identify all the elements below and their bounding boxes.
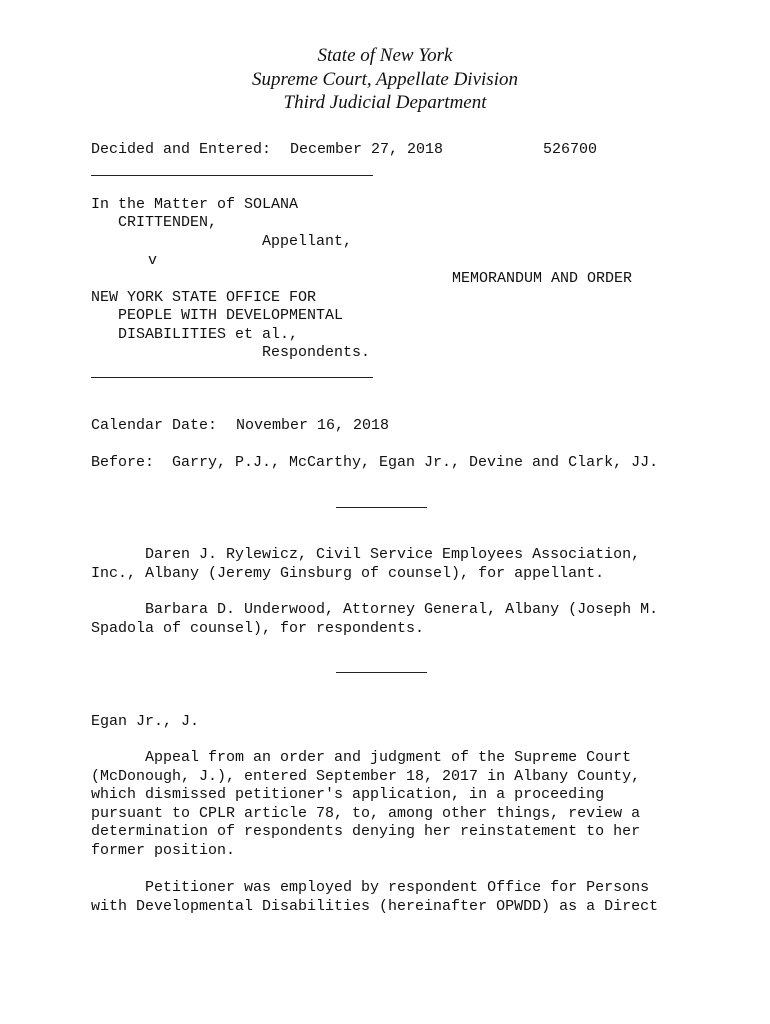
versus: v (148, 252, 158, 269)
calendar-date: November 16, 2018 (236, 417, 390, 434)
petitioner-name-line1: In the Matter of SOLANA (91, 196, 299, 213)
section-divider-1 (336, 507, 427, 508)
decided-label: Decided and Entered: (91, 141, 272, 158)
decided-date: December 27, 2018 (290, 141, 444, 158)
caption-top-rule (91, 175, 373, 176)
paragraph-line: (McDonough, J.), entered September 18, 2017 in Albany County, (91, 767, 641, 785)
court-state: State of New York (317, 45, 453, 66)
respondent-counsel-line2: Spadola of counsel), for respondents. (91, 619, 425, 637)
appellant-counsel-line1: Daren J. Rylewicz, Civil Service Employees Association, (91, 546, 641, 563)
opinion-paragraph-1 (91, 749, 691, 861)
respondent-name-line2: PEOPLE WITH DEVELOPMENTAL (118, 307, 344, 324)
court-name: Supreme Court, Appellate Division (252, 69, 518, 90)
respondent-name-line1: NEW YORK STATE OFFICE FOR (91, 289, 317, 306)
petitioner-role: Appellant, (262, 233, 353, 250)
petitioner-name-line2: CRITTENDEN, (118, 214, 218, 231)
paragraph-line: determination of respondents denying her reinstatement to her (91, 823, 641, 841)
section-divider-2 (336, 672, 427, 673)
paragraph-line: pursuant to CPLR article 78, to, among other things, review a (91, 804, 641, 822)
respondent-counsel (91, 601, 691, 638)
caption-bottom-rule (91, 377, 373, 378)
paragraph-line: Appeal from an order and judgment of the Supreme Court (91, 749, 632, 766)
respondent-counsel-line1: Barbara D. Underwood, Attorney General, Albany (Joseph M. (91, 601, 659, 618)
court-department: Third Judicial Department (283, 92, 487, 113)
before-label: Before: (91, 454, 155, 471)
document-title: MEMORANDUM AND ORDER (452, 270, 633, 287)
paragraph-line: Petitioner was employed by respondent Office for Persons (91, 879, 650, 896)
calendar-label: Calendar Date: (91, 417, 218, 434)
paragraph-line: which dismissed petitioner's application, in a proceeding (91, 786, 605, 804)
opinion-paragraph-2 (91, 879, 691, 916)
paragraph-line: with Developmental Disabilities (hereinafter OPWDD) as a Direct (91, 897, 659, 915)
appellant-counsel (91, 546, 691, 583)
respondent-role: Respondents. (262, 344, 371, 361)
paragraph-line: former position. (91, 841, 236, 859)
appellant-counsel-line2: Inc., Albany (Jeremy Ginsburg of counsel), for appellant. (91, 564, 605, 582)
respondent-name-line3: DISABILITIES et al., (118, 326, 299, 343)
opinion-author: Egan Jr., J. (91, 713, 200, 730)
docket-number: 526700 (543, 141, 598, 158)
panel-judges: Garry, P.J., McCarthy, Egan Jr., Devine and Clark, JJ. (172, 454, 659, 471)
